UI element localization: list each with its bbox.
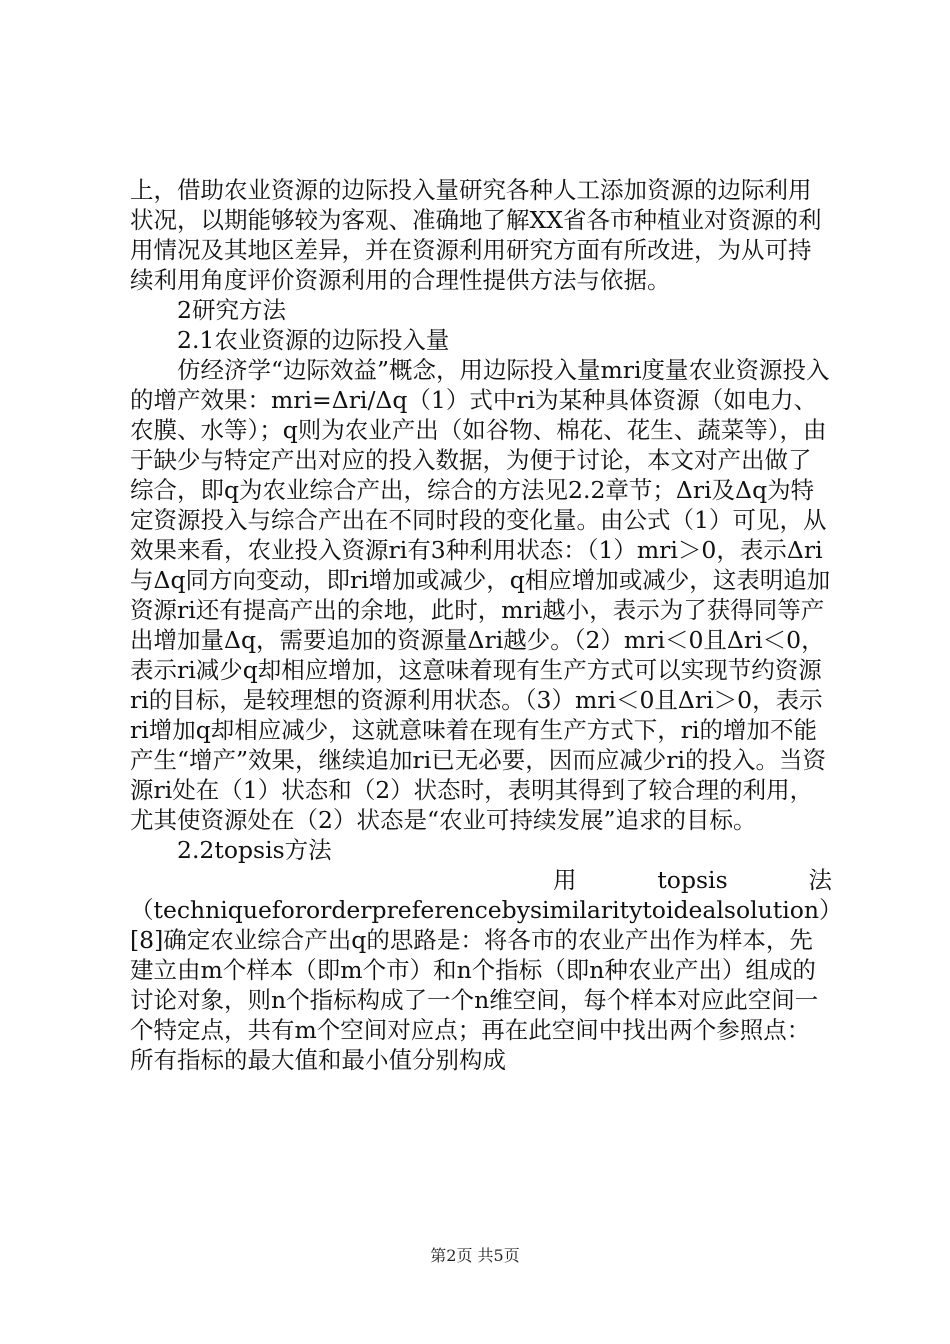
subsection-heading-2-2: 2.2topsis方法 xyxy=(177,836,332,864)
paragraph-topsis-lead: 用 topsis 法 xyxy=(553,866,832,894)
paragraph-topsis-method: （techniquefororderpreferencebysimilaritytoidealsolution）[8]确定农业综合产出q的思路是：将各市的农业产出作为样本，先建立由m个样本（即m个市）和n个指标（即n种农业产出）组成的讨论对象，则n个指标构成了一个n维空间，每个样本对应此空间一个特定点，共有m个空间对应点；再在此空间中找出两个参照点：所有指标的最大值和最小值分别构成 xyxy=(130,896,831,1074)
subsection-heading-2-1: 2.1农业资源的边际投入量 xyxy=(177,326,450,354)
paragraph-marginal-input: 仿经济学“边际效益”概念，用边际投入量mri度量农业资源投入的增产效果：mri=Δri/Δq（1）式中ri为某种具体资源（如电力、农膜、水等）；q则为农业产出（如谷物、棉花、花生、蔬菜等），由于缺少与特定产出对应的投入数据，为便于讨论，本文对产出做了综合，即q为农业综合产出，综合的方法见2.2章节；Δri及Δq为特定资源投入与综合产出在不同时段的变化量。由公式（1）可见，从效果来看，农业投入资源ri有3种利用状态：（1）mri＞0，表示Δri与Δq同方向变动，即ri增加或减少，q相应增加或减少，这表明追加资源ri还有提高产出的余地，此时，mri越小，表示为了获得同等产出增加量Δq，需要追加的资源量Δri越少。（2）mri＜0且Δri＜0，表示ri减少q却相应增加，这意味着现有生产方式可以实现节约资源ri的目标，是较理想的资源利用状态。（3）mri＜0且Δri＞0，表示ri增加q却相应减少，这就意味着在现有生产方式下，ri的增加不能产生“增产”效果，继续追加ri已无必要，因而应减少ri的投入。当资源ri处在（1）状态和（2）状态时，表明其得到了较合理的利用，尤其使资源处在（2）状态是“农业可持续发展”追求的目标。 xyxy=(130,356,831,834)
page-number-footer: 第2页 共5页 xyxy=(430,1246,520,1265)
paragraph-intro-continuation: 上，借助农业资源的边际投入量研究各种人工添加资源的边际利用状况，以期能够较为客观、准确地了解XX省各市种植业对资源的利用情况及其地区差异，并在资源利用研究方面有所改进，为从可持续利用角度评价资源利用的合理性提供方法与依据。 xyxy=(130,176,822,294)
section-heading-2: 2研究方法 xyxy=(177,296,286,324)
document-body xyxy=(130,175,832,1075)
